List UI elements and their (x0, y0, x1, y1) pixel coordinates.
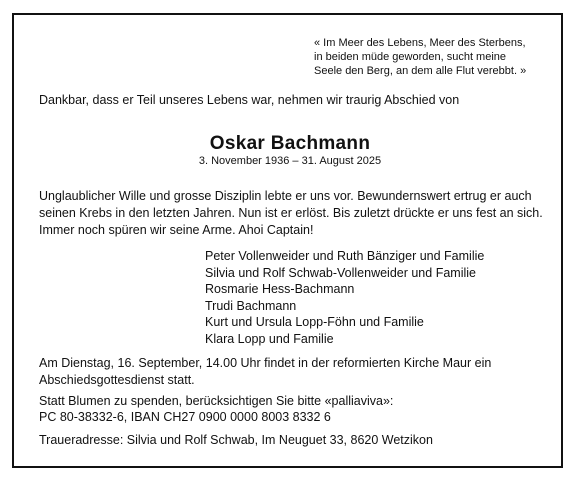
mourner-item: Trudi Bachmann (205, 298, 297, 313)
service-announcement (39, 355, 559, 389)
tribute-line: Unglaublicher Wille und grosse Disziplin lebte er uns vor. Bewundernswert ertrug er auch (39, 189, 532, 203)
donation-line: PC 80-38332-6, IBAN CH27 0900 0000 8003 8332 6 (39, 410, 331, 424)
tribute-line: seinen Krebs in den letzten Jahren. Nun ist er erlöst. Bis zuletzt drückte er uns fest an sich. (39, 206, 543, 220)
deceased-name: Oskar Bachmann (209, 133, 371, 154)
quote-line: in beiden müde geworden, sucht meine (314, 51, 507, 63)
tribute-line: Immer noch spüren wir seine Arme. Ahoi Captain! (39, 223, 314, 237)
mourner-item: Klara Lopp und Familie (205, 331, 334, 346)
mourner-item: Silvia und Rolf Schwab-Vollenweider und Familie (205, 265, 476, 280)
tribute-text (39, 188, 559, 239)
mourner-item: Peter Vollenweider und Ruth Bänziger und Familie (205, 249, 485, 263)
epigraph-quote (314, 36, 554, 78)
donation-line: Statt Blumen zu spenden, berücksichtigen Sie bitte «palliaviva»: (39, 394, 394, 408)
mourner-item: Rosmarie Hess-Bachmann (205, 282, 355, 296)
quote-line: Seele den Berg, an dem alle Flut verebbt. » (314, 65, 527, 77)
service-line: Am Dienstag, 16. September, 14.00 Uhr findet in der reformierten Kirche Maur ein (39, 356, 492, 370)
mourner-item: Kurt und Ursula Lopp-Föhn und Familie (205, 315, 424, 329)
intro-text: Dankbar, dass er Teil unseres Lebens war, nehmen wir traurig Abschied von (39, 93, 460, 107)
mourning-address: Traueradresse: Silvia und Rolf Schwab, Im Neuguet 33, 8620 Wetzikon (39, 433, 433, 447)
service-line: Abschiedsgottesdienst statt. (39, 373, 195, 387)
mourners-list (205, 248, 484, 347)
life-dates: 3. November 1936 – 31. August 2025 (198, 155, 382, 167)
quote-line: « Im Meer des Lebens, Meer des Sterbens, (314, 37, 526, 49)
donation-info (39, 393, 559, 425)
